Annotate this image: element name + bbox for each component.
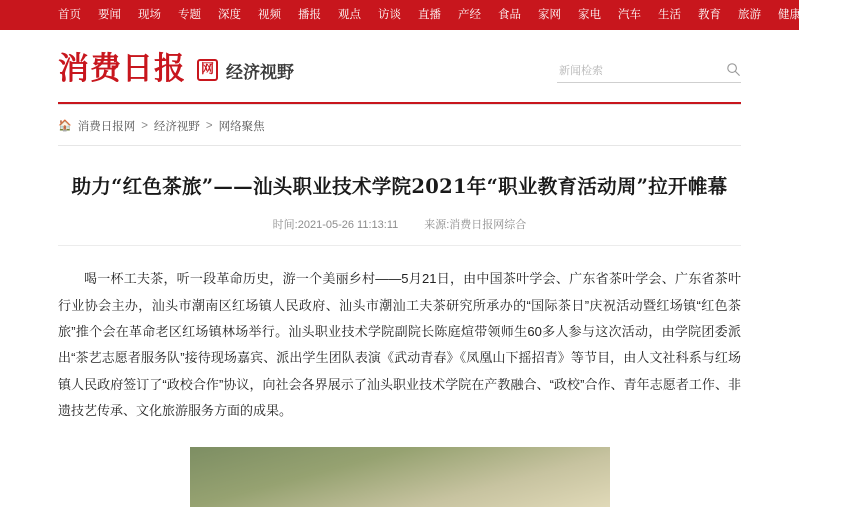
nav-item-1[interactable]: 要闻 [98,9,121,21]
search-box[interactable] [557,60,741,83]
nav-item-15[interactable]: 生活 [658,9,681,21]
breadcrumb-item-2[interactable]: 网络聚焦 [218,121,265,133]
article-paragraph: 喝一杯工夫茶，听一段革命历史，游一个美丽乡村——5月21日，由中国茶叶学会、广东省茶叶学会、广东省茶叶行业协会主办，汕头市潮南区红场镇人民政府、汕头市潮汕工夫茶研究所承办的“国际茶日”庆祝活动暨红场镇“红色茶旅”推个会在革命老区红场镇林场举行。汕头职业技术学院副院长陈庭煊带领师生60多人参与这次活动，由学院团委派出“茶艺志愿者服务队”接待现场嘉宾、派出学生团队表演《武动青春》《凤凰山下摇招青》等节目，由人文社科系与红场镇人民政府签订了“政校合作”协议，向社会各界展示了汕头职业技术学院在产教融合、“政校”合作、青年志愿者工作、非遗技艺传承、文化旅游服务方面的成果。 [58,271,741,419]
nav-item-5[interactable]: 视频 [258,9,281,21]
article-source: 来源:消费日报网综合 [424,219,527,232]
breadcrumb-item-0[interactable]: 消费日报网 [77,121,136,133]
breadcrumb-separator-1: > [205,120,213,132]
article-photo [190,447,610,507]
breadcrumb-rule [58,145,741,146]
nav-item-12[interactable]: 家网 [538,9,561,21]
nav-item-9[interactable]: 直播 [418,9,441,21]
nav-item-6[interactable]: 播报 [298,9,321,21]
article-timestamp: 时间:2021-05-26 11:13:11 [272,219,399,232]
nav-item-2[interactable]: 现场 [138,9,161,21]
logo-badge-text: 网 [197,59,218,81]
page-title: 助力“红色茶旅”——汕头职业技术学院2021年“职业教育活动周”拉开帷幕 [71,175,728,198]
search-icon[interactable] [726,62,741,77]
nav-item-19[interactable]: 文娱 [818,9,841,21]
home-icon: 🏠 [58,119,72,132]
nav-item-11[interactable]: 食品 [498,9,521,21]
site-logo[interactable] [58,50,295,87]
site-masthead [0,30,799,102]
article-meta-rule [58,245,741,246]
nav-item-4[interactable]: 深度 [218,9,241,21]
breadcrumb [0,105,799,134]
logo-title-text: 消费日报 [58,50,186,87]
breadcrumb-item-1[interactable]: 经济视野 [153,121,200,133]
nav-item-18[interactable]: 健康 [778,9,801,21]
nav-item-10[interactable]: 产经 [458,9,481,21]
nav-item-3[interactable]: 专题 [178,9,201,21]
nav-item-17[interactable]: 旅游 [738,9,761,21]
nav-item-14[interactable]: 汽车 [618,9,641,21]
search-input[interactable] [557,64,721,78]
nav-item-16[interactable]: 教育 [698,9,721,21]
article-container [0,173,799,507]
nav-item-7[interactable]: 观点 [338,9,361,21]
breadcrumb-separator-0: > [141,120,148,132]
nav-item-0[interactable]: 首页 [58,9,81,21]
nav-item-8[interactable]: 访谈 [378,9,401,21]
nav-item-13[interactable]: 家电 [578,9,601,21]
top-navigation-bar [0,0,841,30]
logo-subtitle-text: 经济视野 [226,62,295,83]
article-meta [58,216,741,232]
